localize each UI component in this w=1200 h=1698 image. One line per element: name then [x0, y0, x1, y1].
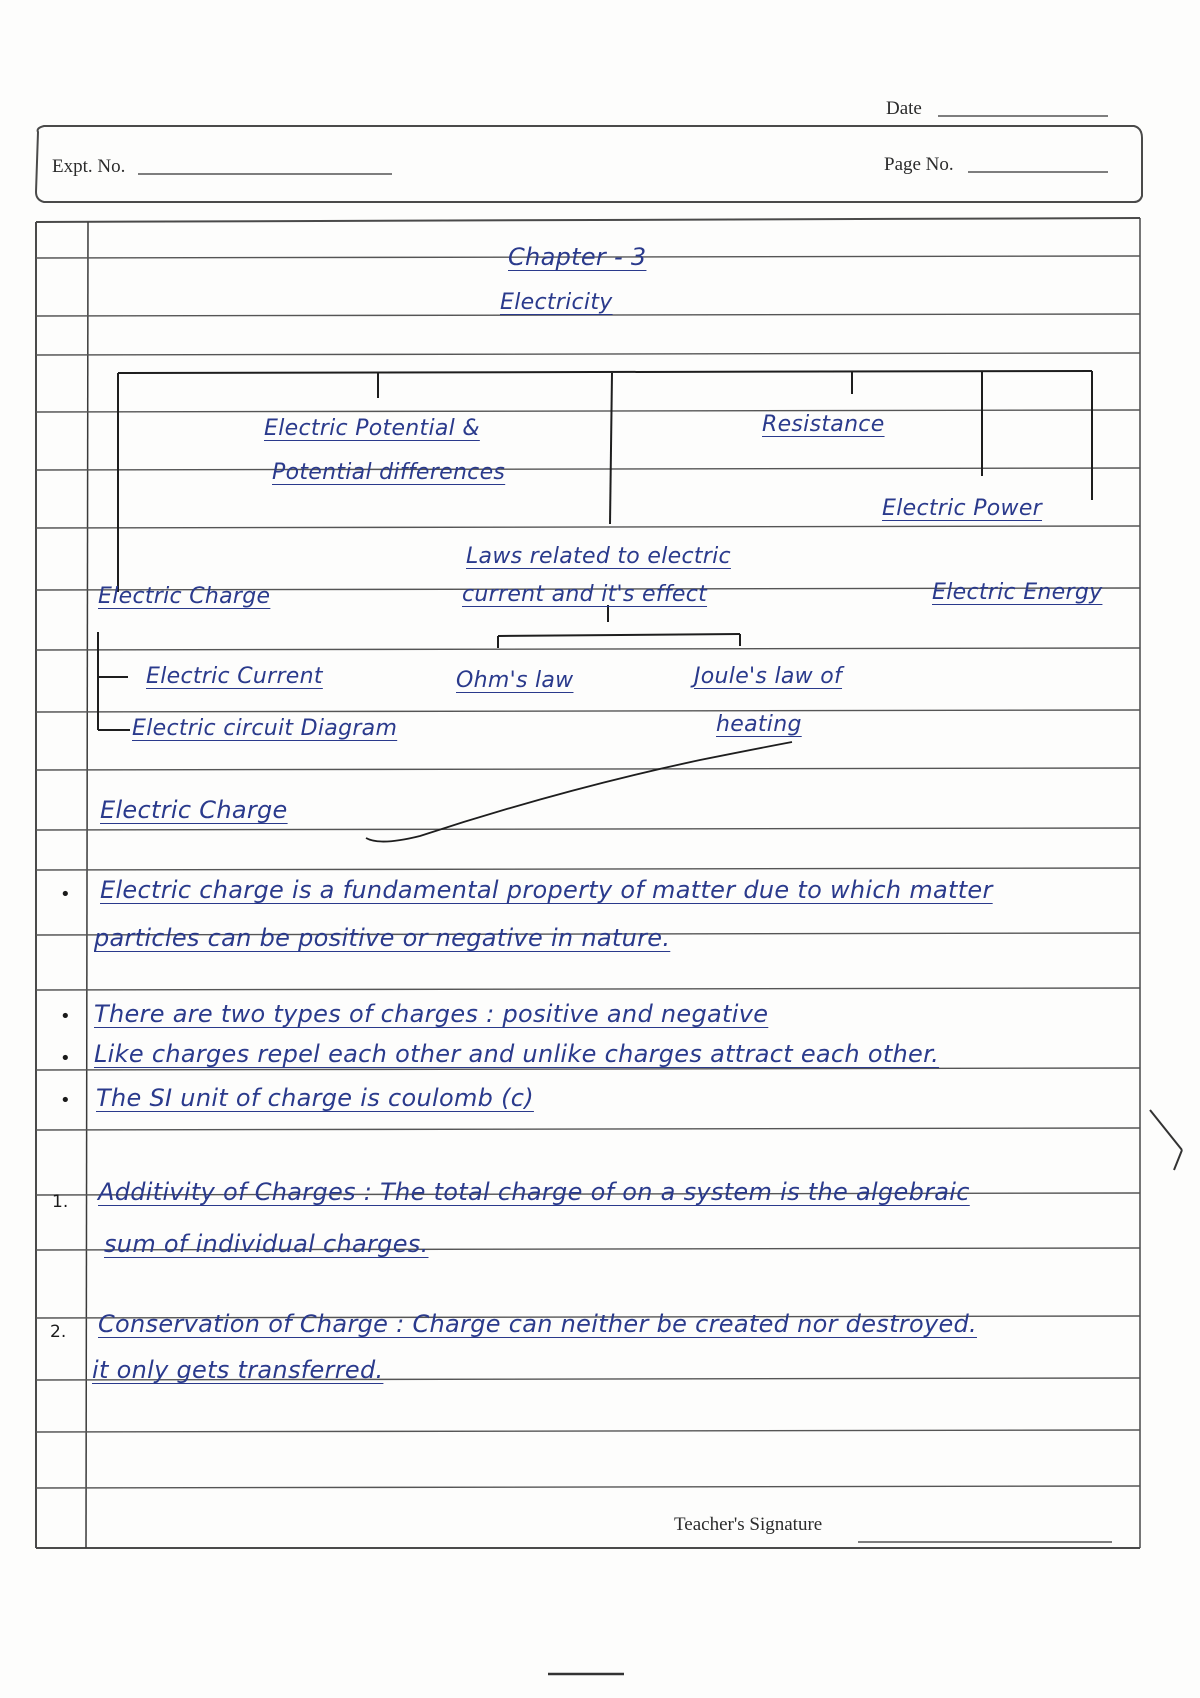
bullet-4-line1: The SI unit of charge is coulomb (c): [96, 1084, 534, 1112]
bullet-marker: •: [60, 884, 71, 905]
expt-no-label: Expt. No.: [52, 156, 126, 177]
bullet-marker: •: [60, 1090, 71, 1111]
branch-laws-line2: current and it's effect: [462, 582, 708, 607]
bullet-1-line1: Electric charge is a fundamental property of matter due to which matter: [100, 876, 993, 904]
point-marker: 2.: [50, 1322, 67, 1342]
point-2-line2: it only gets transferred.: [92, 1356, 384, 1384]
sub-circuit-diagram: Electric circuit Diagram: [132, 716, 398, 741]
point-1-line1: Additivity of Charges : The total charge of on a system is the algebraic: [98, 1178, 970, 1206]
bullet-marker: •: [60, 1048, 71, 1069]
date-label: Date: [886, 98, 922, 119]
section-heading: Electric Charge: [100, 796, 288, 824]
branch-electric-charge: Electric Charge: [98, 584, 271, 609]
bullet-1-line2: particles can be positive or negative in nature.: [94, 924, 671, 952]
bullet-2-line1: There are two types of charges : positive and negative: [94, 1000, 769, 1028]
point-1-line2: sum of individual charges.: [104, 1230, 429, 1258]
chapter-title: Chapter - 3: [508, 243, 647, 271]
bullet-3-line1: Like charges repel each other and unlike charges attract each other.: [94, 1040, 940, 1068]
bullet-marker: •: [60, 1006, 71, 1027]
sub-joule-line2: heating: [716, 712, 802, 737]
teacher-signature-label: Teacher's Signature: [674, 1514, 823, 1535]
branch-potential-line1: Electric Potential &: [264, 416, 480, 441]
point-2-line1: Conservation of Charge : Charge can neither be created nor destroyed.: [98, 1310, 977, 1338]
branch-resistance: Resistance: [762, 412, 885, 437]
sub-joule-line1: Joule's law of: [694, 664, 843, 689]
sub-electric-current: Electric Current: [146, 664, 323, 689]
branch-electric-energy: Electric Energy: [932, 580, 1103, 605]
branch-electric-power: Electric Power: [882, 496, 1043, 521]
branch-potential-line2: Potential differences: [272, 460, 506, 485]
page-no-label: Page No.: [884, 154, 954, 175]
subject-title: Electricity: [500, 290, 613, 315]
point-marker: 1.: [52, 1192, 69, 1212]
branch-laws-line1: Laws related to electric: [466, 544, 731, 569]
sub-ohms-law: Ohm's law: [456, 668, 574, 693]
